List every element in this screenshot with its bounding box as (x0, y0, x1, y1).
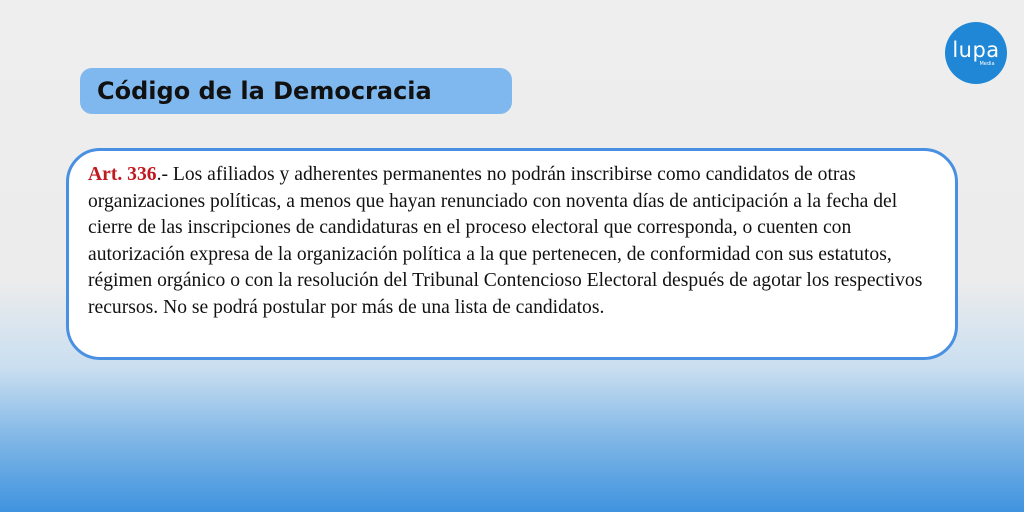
article-card (66, 148, 958, 360)
page-title: Código de la Democracia (97, 77, 432, 105)
article-label: Art. 336 (88, 164, 157, 185)
article-separator: .- (156, 164, 173, 185)
article-text (88, 162, 935, 321)
logo-subtext: Media (979, 60, 995, 67)
lupa-logo (945, 22, 1007, 84)
article-body: Los afiliados y adherentes permanentes no podrán inscribirse como candidatos de otras organizaciones políticas, a menos que hayan renunciado con noventa días de anticipación a la fecha del cierre de las inscripciones de candidaturas en el proceso electoral que corresponda, o cuenten con autorización expresa de la organización política a la que pertenecen, de conformidad con sus estatutos, régimen orgánico o con la resolución del Tribunal Contencioso Electoral después de agotar los respectivos recursos. No se podrá postular por más de una lista de candidatos. (88, 164, 923, 318)
title-badge (80, 68, 512, 114)
logo-wordmark: lupa (952, 37, 1000, 62)
